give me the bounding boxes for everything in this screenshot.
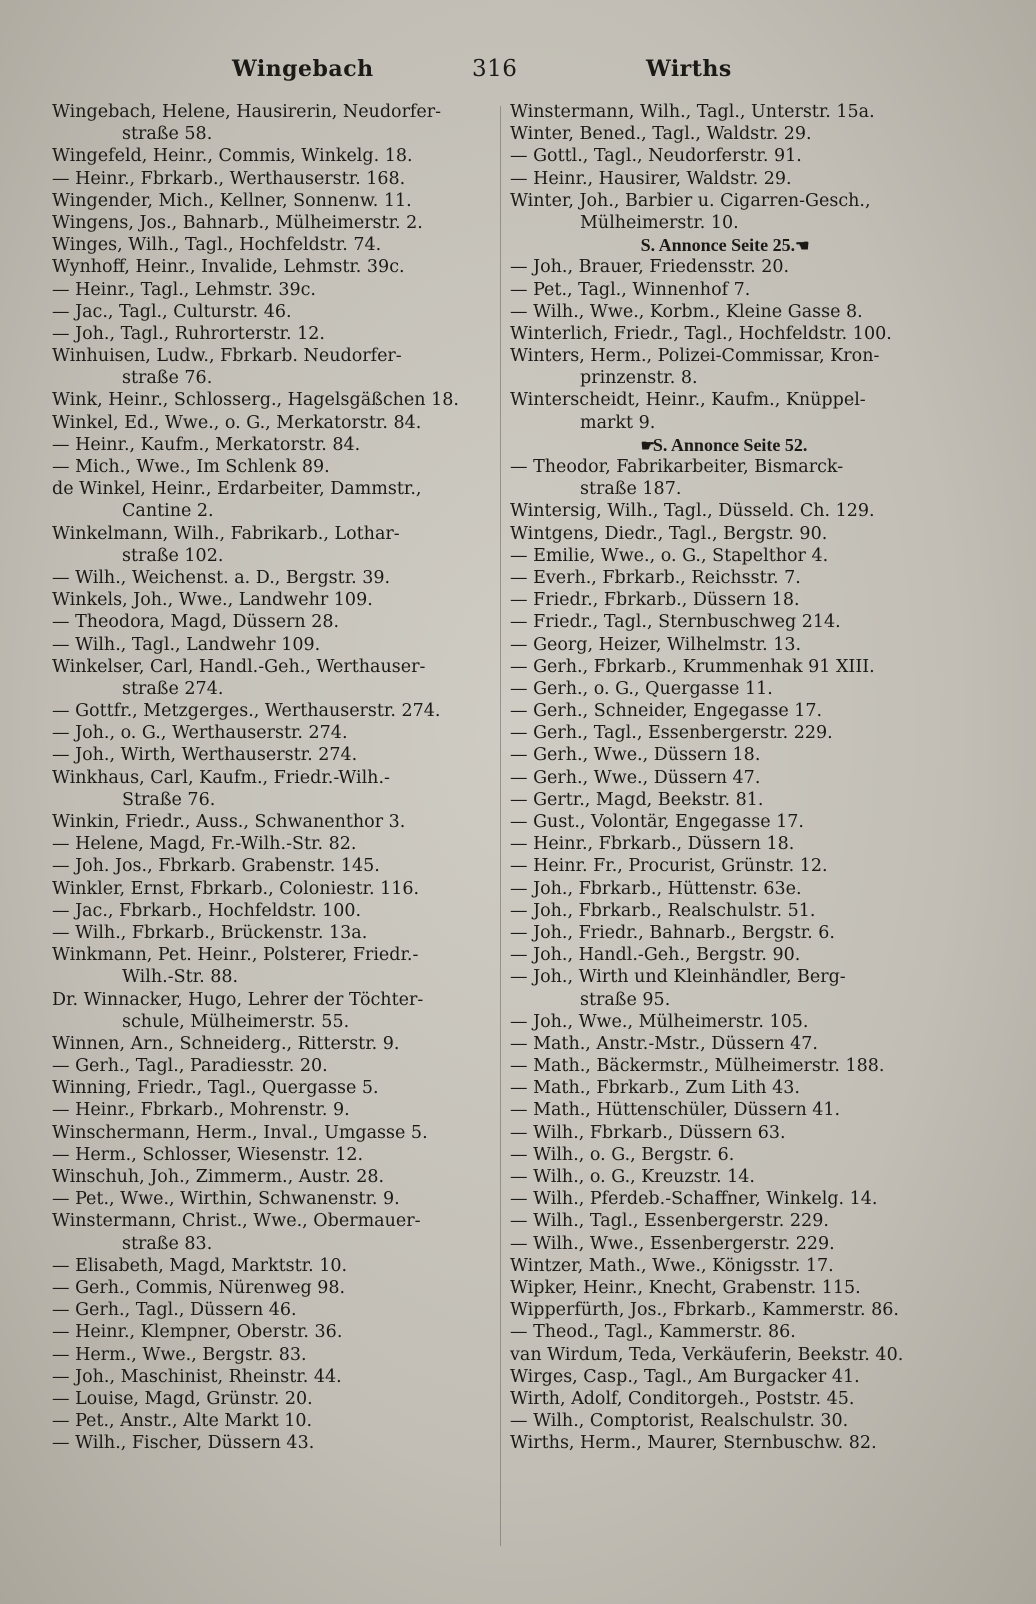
directory-entry: — Gerh., Tagl., Paradiesstr. 20. (52, 1056, 328, 1077)
directory-entry: — Wilh., Wwe., Korbm., Kleine Gasse 8. (510, 301, 863, 322)
directory-entry: — Math., Fbrkarb., Zum Lith 43. (510, 1078, 800, 1099)
entry-continuation: Cantine 2. (122, 501, 214, 522)
header-right-keyword: Wirths (646, 56, 732, 82)
directory-entry: — Gottfr., Metzgerges., Werthauserstr. 274. (52, 701, 441, 722)
entry-continuation: straße 102. (122, 545, 224, 566)
directory-entry: — Wilh., o. G., Kreuzstr. 14. (510, 1167, 755, 1187)
directory-entry: Winschuh, Joh., Zimmerm., Austr. 28. (52, 1167, 385, 1187)
directory-entry: — Friedr., Fbrkarb., Düssern 18. (510, 590, 800, 611)
directory-entry: — Heinr., Fbrkarb., Werthauserstr. 168. (52, 168, 406, 189)
directory-entry: — Heinr., Hausirer, Waldstr. 29. (510, 168, 792, 189)
entry-continuation: straße 58. (122, 124, 213, 145)
entry-continuation: straße 83. (122, 1233, 213, 1254)
directory-entry: — Joh., Brauer, Friedensstr. 20. (510, 257, 790, 278)
directory-entry: — Wilh., Wwe., Essenbergerstr. 229. (510, 1233, 835, 1254)
annonce-text: S. Annonce Seite 52. (652, 434, 808, 455)
directory-entry: — Joh., Wwe., Mülheimerstr. 105. (510, 1011, 809, 1032)
directory-entry: — Friedr., Tagl., Sternbuschweg 214. (510, 612, 841, 633)
directory-entry: — Joh., Wirth, Werthauserstr. 274. (52, 745, 358, 766)
directory-entry: — Joh., Wirth und Kleinhändler, Berg- (510, 967, 846, 988)
entry-continuation: straße 95. (580, 989, 671, 1010)
directory-entry: — Wilh., o. G., Bergstr. 6. (510, 1144, 735, 1165)
directory-entry: — Emilie, Wwe., o. G., Stapelthor 4. (510, 545, 829, 566)
directory-entry: — Gerh., Schneider, Engegasse 17. (510, 701, 823, 722)
entry-continuation: straße 274. (122, 678, 224, 699)
entry-continuation: markt 9. (580, 412, 656, 433)
directory-entry: — Joh., Friedr., Bahnarb., Bergstr. 6. (510, 922, 835, 943)
directory-entry: — Heinr., Klempner, Oberstr. 36. (52, 1322, 343, 1343)
directory-entry: — Gerh., Wwe., Düssern 18. (510, 745, 761, 766)
directory-entry: — Heinr., Kaufm., Merkatorstr. 84. (52, 434, 361, 455)
directory-entry: Winter, Bened., Tagl., Waldstr. 29. (510, 124, 812, 145)
directory-entry: Winkhaus, Carl, Kaufm., Friedr.-Wilh.- (52, 767, 390, 788)
directory-entry: Winter, Joh., Barbier u. Cigarren-Gesch., (510, 190, 871, 211)
directory-entry: Winkler, Ernst, Fbrkarb., Coloniestr. 116. (52, 878, 420, 899)
directory-entry: — Everh., Fbrkarb., Reichsstr. 7. (510, 567, 801, 588)
right-column (510, 101, 938, 1454)
entry-continuation: Straße 76. (122, 789, 216, 810)
directory-entry: — Wilh., Comptorist, Realschulstr. 30. (510, 1411, 849, 1432)
directory-entry: Wink, Heinr., Schlosserg., Hagelsgäßchen 18. (52, 390, 459, 411)
directory-entry: Winkmann, Pet. Heinr., Polsterer, Friedr.- (52, 945, 419, 966)
directory-entry: de Winkel, Heinr., Erdarbeiter, Dammstr., (52, 479, 422, 500)
entry-continuation: schule, Mülheimerstr. 55. (122, 1011, 350, 1032)
directory-entry: — Wilh., Weichenst. a. D., Bergstr. 39. (52, 567, 391, 588)
directory-entry: — Georg, Heizer, Wilhelmstr. 13. (510, 634, 802, 655)
directory-entry: — Jac., Tagl., Culturstr. 46. (52, 301, 292, 322)
directory-entry: Winstermann, Christ., Wwe., Obermauer- (52, 1211, 421, 1232)
directory-entry: — Joh., Fbrkarb., Hüttenstr. 63e. (510, 878, 802, 899)
directory-entry: — Pet., Tagl., Winnenhof 7. (510, 279, 751, 300)
directory-entry: — Helene, Magd, Fr.-Wilh.-Str. 82. (52, 834, 357, 855)
page-header (0, 56, 1036, 96)
directory-entry: Wintgens, Diedr., Tagl., Bergstr. 90. (510, 523, 828, 544)
directory-entry: Winkin, Friedr., Auss., Schwanenthor 3. (52, 812, 406, 832)
directory-entry: Winstermann, Wilh., Tagl., Unterstr. 15a. (510, 102, 875, 122)
annonce-reference (510, 434, 938, 456)
directory-entry: — Gerh., Tagl., Düssern 46. (52, 1300, 297, 1321)
directory-entry: Winkelser, Carl, Handl.-Geh., Werthauser- (52, 656, 426, 677)
directory-entry: — Joh., Handl.-Geh., Bergstr. 90. (510, 945, 801, 966)
directory-entry: Wirth, Adolf, Conditorgeh., Poststr. 45. (510, 1388, 855, 1409)
directory-entry: — Pet., Anstr., Alte Markt 10. (52, 1411, 313, 1432)
page-number: 316 (472, 56, 518, 82)
directory-entry: Wipker, Heinr., Knecht, Grabenstr. 115. (510, 1277, 861, 1298)
annonce-reference (510, 234, 938, 256)
directory-entry: — Louise, Magd, Grünstr. 20. (52, 1388, 313, 1409)
directory-entry: Winkels, Joh., Wwe., Landwehr 109. (52, 590, 373, 611)
directory-entry: — Gerh., o. G., Quergasse 11. (510, 678, 773, 699)
directory-entry: — Herm., Wwe., Bergstr. 83. (52, 1344, 307, 1365)
directory-entry: — Gertr., Magd, Beekstr. 81. (510, 789, 764, 810)
directory-entry: — Theodor, Fabrikarbeiter, Bismarck- (510, 457, 844, 477)
directory-entry: — Theodora, Magd, Düssern 28. (52, 612, 340, 633)
directory-entry: Winters, Herm., Polizei-Commissar, Kron- (510, 346, 880, 367)
directory-entry: — Wilh., Fischer, Düssern 43. (52, 1433, 315, 1454)
directory-entry: — Heinr., Fbrkarb., Düssern 18. (510, 834, 795, 855)
directory-entry: Wintzer, Math., Wwe., Königsstr. 17. (510, 1255, 834, 1276)
directory-entry: Wingebach, Helene, Hausirerin, Neudorfer- (52, 102, 442, 122)
directory-entry: Winschermann, Herm., Inval., Umgasse 5. (52, 1122, 428, 1143)
column-divider (500, 106, 501, 1546)
directory-entry: — Wilh., Fbrkarb., Düssern 63. (510, 1122, 786, 1143)
entry-continuation: straße 187. (580, 479, 682, 500)
directory-entry: Winkel, Ed., Wwe., o. G., Merkatorstr. 84. (52, 412, 422, 433)
directory-entry: Winnen, Arn., Schneiderg., Ritterstr. 9. (52, 1033, 400, 1054)
directory-entry: van Wirdum, Teda, Verkäuferin, Beekstr. 40. (510, 1344, 904, 1365)
directory-entry: — Mich., Wwe., Im Schlenk 89. (52, 457, 330, 477)
directory-entry: — Herm., Schlosser, Wiesenstr. 12. (52, 1144, 364, 1165)
directory-entry: — Heinr., Tagl., Lehmstr. 39c. (52, 279, 316, 300)
directory-entry: — Wilh., Pferdeb.-Schaffner, Winkelg. 14. (510, 1189, 878, 1210)
directory-entry: — Joh., o. G., Werthauserstr. 274. (52, 723, 348, 744)
directory-entry: — Joh. Jos., Fbrkarb. Grabenstr. 145. (52, 856, 380, 877)
directory-entry: — Wilh., Tagl., Essenbergerstr. 229. (510, 1211, 829, 1232)
directory-entry: Wingens, Jos., Bahnarb., Mülheimerstr. 2. (52, 212, 423, 233)
directory-entry: — Joh., Tagl., Ruhrorterstr. 12. (52, 323, 325, 344)
left-column (52, 101, 490, 1454)
directory-entry: Wynhoff, Heinr., Invalide, Lehmstr. 39c. (52, 257, 405, 278)
directory-entry: — Jac., Fbrkarb., Hochfeldstr. 100. (52, 900, 362, 921)
directory-entry: — Math., Hüttenschüler, Düssern 41. (510, 1100, 841, 1121)
directory-entry: — Gerh., Fbrkarb., Krummenhak 91 XIII. (510, 656, 875, 677)
directory-entry: — Gerh., Commis, Nürenweg 98. (52, 1277, 346, 1298)
directory-entry: — Gottl., Tagl., Neudorferstr. 91. (510, 146, 802, 167)
pointing-hand-icon: ☚ (795, 237, 808, 255)
directory-entry: Wintersig, Wilh., Tagl., Düsseld. Ch. 129. (510, 501, 875, 522)
directory-entry: — Wilh., Fbrkarb., Brückenstr. 13a. (52, 922, 368, 943)
directory-entry: — Math., Anstr.-Mstr., Düssern 47. (510, 1033, 818, 1054)
directory-entry: — Pet., Wwe., Wirthin, Schwanenstr. 9. (52, 1189, 400, 1210)
directory-entry: Dr. Winnacker, Hugo, Lehrer der Töchter- (52, 989, 424, 1010)
entry-continuation: prinzenstr. 8. (580, 368, 698, 389)
directory-entry: — Gerh., Tagl., Essenbergerstr. 229. (510, 723, 833, 744)
directory-entry: Winterscheidt, Heinr., Kaufm., Knüppel- (510, 390, 866, 411)
header-left-keyword: Wingebach (232, 56, 374, 82)
directory-entry: Wingender, Mich., Kellner, Sonnenw. 11. (52, 190, 412, 211)
entry-continuation: Wilh.-Str. 88. (122, 967, 239, 988)
directory-entry: Winges, Wilh., Tagl., Hochfeldstr. 74. (52, 235, 382, 256)
entry-continuation: Mülheimerstr. 10. (580, 212, 739, 233)
annonce-text: S. Annonce Seite 25. (640, 235, 796, 256)
directory-entry: — Heinr. Fr., Procurist, Grünstr. 12. (510, 856, 828, 877)
directory-entry: — Heinr., Fbrkarb., Mohrenstr. 9. (52, 1100, 350, 1121)
directory-entry: — Math., Bäckermstr., Mülheimerstr. 188. (510, 1056, 885, 1077)
directory-entry: — Gust., Volontär, Engegasse 17. (510, 812, 804, 832)
directory-entry: Winning, Friedr., Tagl., Quergasse 5. (52, 1078, 379, 1099)
pointing-hand-icon: ☛ (640, 437, 653, 455)
directory-entry: Winhuisen, Ludw., Fbrkarb. Neudorfer- (52, 346, 402, 367)
directory-entry: Wirges, Casp., Tagl., Am Burgacker 41. (510, 1366, 860, 1387)
directory-entry: — Wilh., Tagl., Landwehr 109. (52, 634, 321, 655)
directory-entry: — Elisabeth, Magd, Marktstr. 10. (52, 1255, 348, 1276)
entry-continuation: straße 76. (122, 368, 213, 389)
directory-entry: Winkelmann, Wilh., Fabrikarb., Lothar- (52, 523, 400, 544)
directory-entry: — Joh., Fbrkarb., Realschulstr. 51. (510, 900, 816, 921)
directory-entry: Wipperfürth, Jos., Fbrkarb., Kammerstr. 86. (510, 1300, 899, 1321)
directory-entry: — Joh., Maschinist, Rheinstr. 44. (52, 1366, 342, 1387)
directory-entry: Wingefeld, Heinr., Commis, Winkelg. 18. (52, 146, 413, 167)
directory-entry: Winterlich, Friedr., Tagl., Hochfeldstr. 100. (510, 323, 892, 344)
directory-entry: — Theod., Tagl., Kammerstr. 86. (510, 1322, 796, 1343)
directory-entry: Wirths, Herm., Maurer, Sternbuschw. 82. (510, 1433, 877, 1454)
directory-entry: — Gerh., Wwe., Düssern 47. (510, 767, 761, 788)
